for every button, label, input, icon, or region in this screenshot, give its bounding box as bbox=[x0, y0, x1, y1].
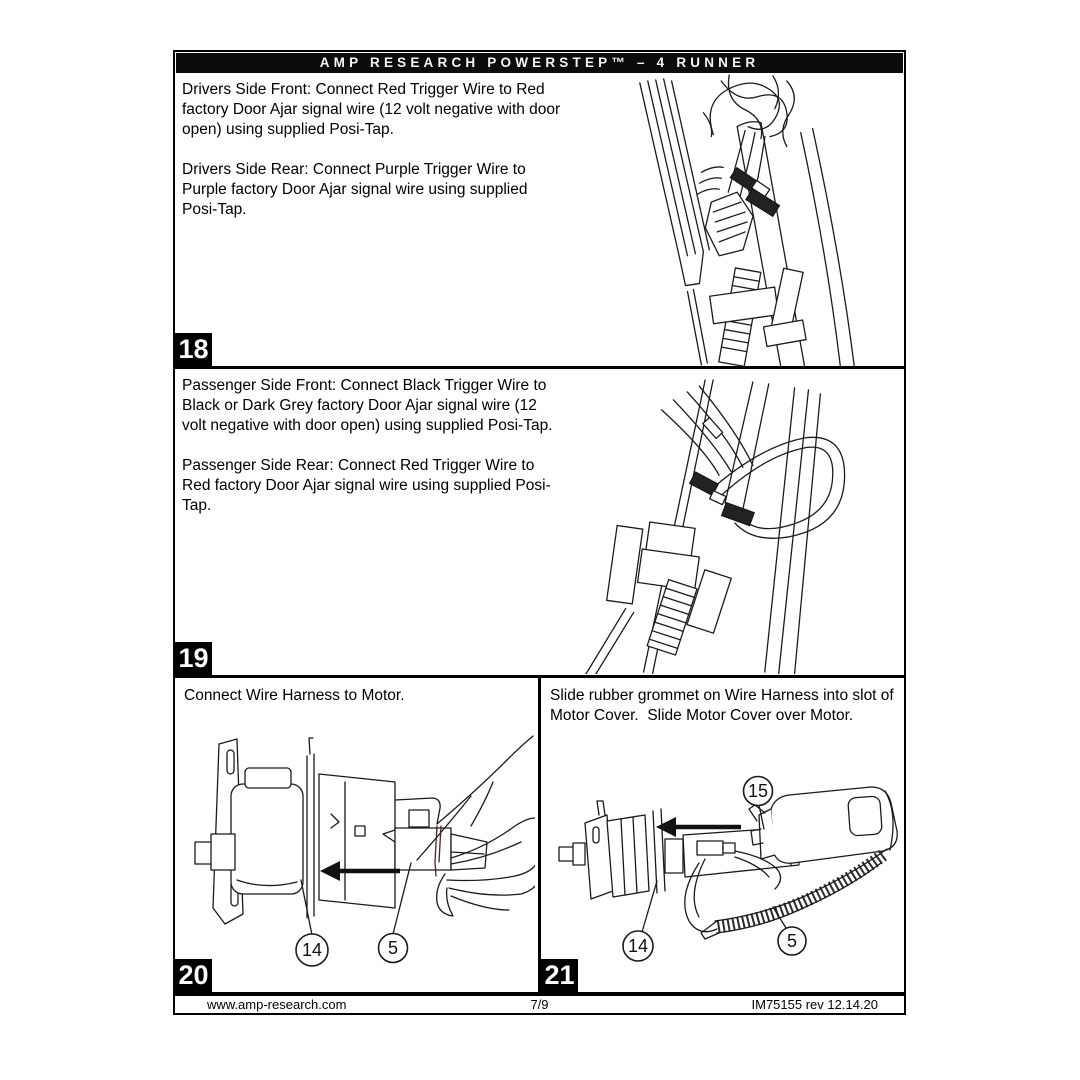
motor-harness-illustration bbox=[185, 730, 535, 968]
instruction-text: Passenger Side Rear: Connect Red Trigger Wire to Red factory Door Ajar signal wire using supplied Posi-Tap. bbox=[182, 457, 551, 514]
step-18-instructions bbox=[182, 80, 564, 240]
callout-label: 14 bbox=[627, 936, 649, 956]
callout-label: 15 bbox=[747, 781, 769, 801]
step-number-20: 20 bbox=[175, 959, 212, 992]
footer-page-number: 7/9 bbox=[530, 997, 549, 1012]
callout-5 bbox=[379, 934, 408, 963]
step-18-section bbox=[175, 73, 904, 369]
step-21-panel bbox=[541, 678, 904, 992]
step-number-21: 21 bbox=[541, 959, 578, 992]
step-20-panel bbox=[175, 678, 541, 992]
callout-14 bbox=[296, 934, 328, 966]
step-21-instructions bbox=[550, 686, 899, 726]
page-title: AMP RESEARCH POWERSTEP™ – 4 RUNNER bbox=[319, 55, 760, 70]
step-number-19: 19 bbox=[175, 642, 212, 675]
page-header bbox=[176, 53, 903, 73]
figure-door-pillar-passenger bbox=[555, 378, 905, 674]
step-20-instructions bbox=[184, 686, 528, 706]
footer-website: www.amp-research.com bbox=[207, 997, 347, 1012]
motor-cover-illustration bbox=[549, 751, 906, 973]
step-19-instructions bbox=[182, 376, 564, 536]
callout-label: 14 bbox=[301, 940, 323, 960]
page-footer bbox=[173, 994, 906, 1015]
figure-harness-to-motor bbox=[185, 730, 535, 968]
instruction-text: Passenger Side Front: Connect Black Trigger Wire to Black or Dark Grey factory Door Ajar signal wire (12 volt negative with door open) using supplied Posi-Tap. bbox=[182, 377, 553, 434]
figure-door-pillar-drivers bbox=[615, 73, 903, 367]
instruction-text: Drivers Side Rear: Connect Purple Trigger Wire to Purple factory Door Ajar signal wire using supplied Posi-Tap. bbox=[182, 161, 532, 218]
step-19-section bbox=[175, 369, 904, 678]
instruction-text: Drivers Side Front: Connect Red Trigger Wire to Red factory Door Ajar signal wire (12 volt negative with door open) using supplied Posi-Tap. bbox=[182, 81, 565, 138]
instruction-text: Slide rubber grommet on Wire Harness into slot of Motor Cover. Slide Motor Cover over Motor. bbox=[550, 687, 899, 724]
callout-label: 5 bbox=[786, 931, 798, 951]
callout-15 bbox=[744, 777, 773, 806]
instruction-text: Connect Wire Harness to Motor. bbox=[184, 687, 405, 704]
figure-motor-cover bbox=[549, 751, 906, 973]
callout-5 bbox=[778, 927, 806, 955]
page-frame bbox=[173, 50, 906, 994]
callout-14 bbox=[623, 931, 653, 961]
footer-doc-revision: IM75155 rev 12.14.20 bbox=[751, 997, 878, 1012]
steps-20-21-section bbox=[175, 678, 904, 992]
door-pillar-wiring-illustration bbox=[615, 73, 903, 367]
callout-label: 5 bbox=[387, 938, 399, 958]
door-pillar-loop-illustration bbox=[555, 378, 905, 674]
step-number-18: 18 bbox=[175, 333, 212, 366]
